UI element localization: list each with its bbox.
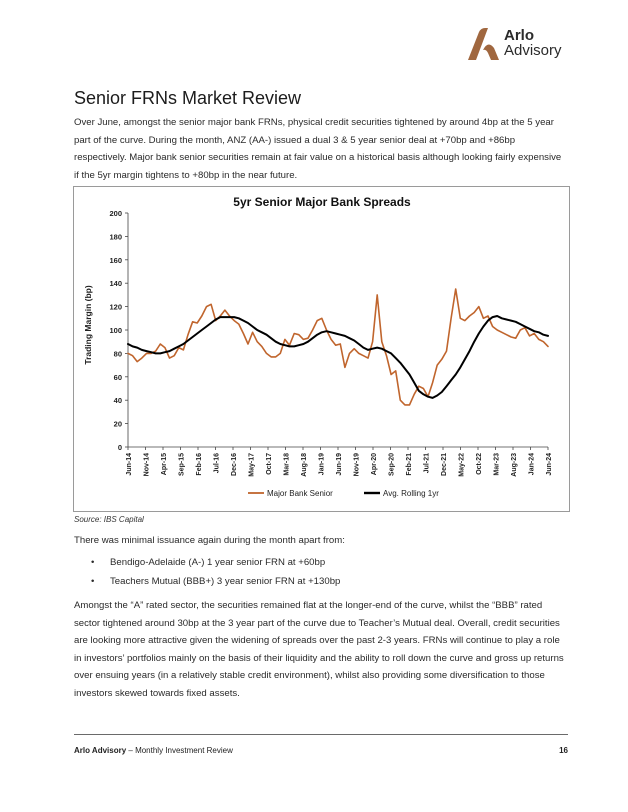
x-tick-label: Dec-21: [441, 453, 448, 476]
x-tick-label: Sep-15: [178, 453, 186, 476]
x-tick-label: Dec-16: [231, 453, 238, 476]
chart-title: 5yr Senior Major Bank Spreads: [233, 195, 411, 209]
y-tick-label: 100: [109, 326, 122, 335]
brand-logo: [466, 26, 576, 66]
x-tick-label: Aug-23: [511, 453, 518, 477]
list-item-text: Teachers Mutual (BBB+) 3 year senior FRN at +130bp: [110, 576, 341, 587]
logo-mark-icon: [466, 28, 500, 62]
x-tick-label: Feb-16: [196, 453, 203, 476]
chart-legend: [248, 489, 439, 498]
x-tick-label: Jul-16: [213, 453, 221, 474]
logo-text-line1: Arlo: [504, 27, 534, 44]
y-tick-label: 160: [109, 255, 122, 265]
y-tick-label: 140: [109, 279, 122, 289]
issuance-list: [88, 553, 340, 591]
list-item: [88, 572, 340, 591]
section-title: Senior FRNs Market Review: [74, 88, 302, 108]
list-item-text: Bendigo-Adelaide (A-) 1 year senior FRN at +60bp: [110, 557, 326, 568]
x-tick-label: Jan-19: [318, 453, 326, 476]
x-tick-label: May-22: [458, 453, 466, 477]
x-tick-label: Jun-19: [336, 453, 343, 476]
footer-text: [74, 746, 233, 755]
series-line-major-bank-senior: [128, 289, 548, 405]
x-tick-label: Oct-22: [476, 453, 483, 475]
y-tick-label: 20: [113, 419, 122, 429]
y-tick-label: 200: [109, 209, 122, 218]
y-tick-label: 40: [113, 396, 122, 406]
spreads-chart: [73, 186, 570, 512]
x-tick-label: Jun-14: [126, 453, 133, 476]
footer-brand: Arlo Advisory: [74, 746, 127, 755]
x-tick-label: Aug-18: [301, 453, 308, 477]
x-tick-label: Mar-18: [283, 453, 291, 476]
logo-text-line2: Advisory: [504, 42, 562, 59]
x-tick-label: Jun-24: [546, 453, 553, 476]
y-tick-label: 80: [113, 349, 122, 359]
x-tick-label: Oct-17: [266, 453, 273, 475]
footer-title: – Monthly Investment Review: [126, 746, 233, 755]
intro-paragraph: Over June, amongst the senior major bank FRNs, physical credit securities tightened by around 4bp at the 5 year part of the curve. During the month, ANZ (AA-) issued a dual 3 & 5 year senior deal at +70bp and +86bp respectively. Major bank senior securities remain at fair value on a historical basis although looking fairly expensive if the 5yr margin tightens to +80bp in the near future.: [74, 117, 562, 181]
x-tick-label: Feb-21: [406, 453, 413, 476]
legend-label: Avg. Rolling 1yr: [383, 489, 439, 498]
y-tick-label: 0: [117, 443, 122, 452]
y-tick-label: 180: [109, 232, 122, 242]
issuance-paragraph: There was minimal issuance again during the month apart from:: [74, 535, 345, 546]
x-tick-label: May-17: [248, 453, 256, 477]
page-number: 16: [559, 746, 568, 755]
list-item: [88, 553, 340, 572]
x-tick-label: Mar-23: [493, 453, 501, 476]
bullet-icon: •: [91, 576, 95, 587]
x-tick-label: Jul-21: [423, 453, 431, 474]
y-tick-label: 60: [113, 372, 122, 382]
spreads-chart-svg: [74, 187, 569, 511]
y-tick-label: 120: [109, 302, 122, 312]
bullet-icon: •: [91, 557, 95, 568]
x-tick-label: Nov-19: [353, 453, 361, 477]
x-tick-label: Sep-20: [388, 453, 396, 476]
x-tick-label: Nov-14: [143, 453, 151, 477]
sector-paragraph: Amongst the “A” rated sector, the securities remained flat at the longer-end of the curve, whilst the “BBB” rated sector tightened around 30bp at the 3 year part of the curve due to Teacher’s Mutual deal. Overall, credit securities are looking more attractive given the widening of spreads over the past 2-3 years. FRNs will continue to play a role in investors’ portfolios mainly on the basis of their liquidity and the ability to roll down the curve and gross up returns over ensuing years (in a relatively stable credit environment), whilst also providing some diversification to those investors skewed towards fixed assets.: [74, 600, 564, 699]
legend-label: Major Bank Senior: [267, 489, 333, 498]
x-tick-label: Apr-20: [371, 453, 378, 476]
chart-y-axis-label: Trading Margin (bp): [83, 285, 93, 365]
x-tick-label: Apr-15: [161, 453, 168, 476]
x-tick-label: Jan-24: [528, 453, 536, 476]
footer-divider: [74, 734, 568, 735]
chart-source: Source: IBS Capital: [74, 515, 144, 524]
